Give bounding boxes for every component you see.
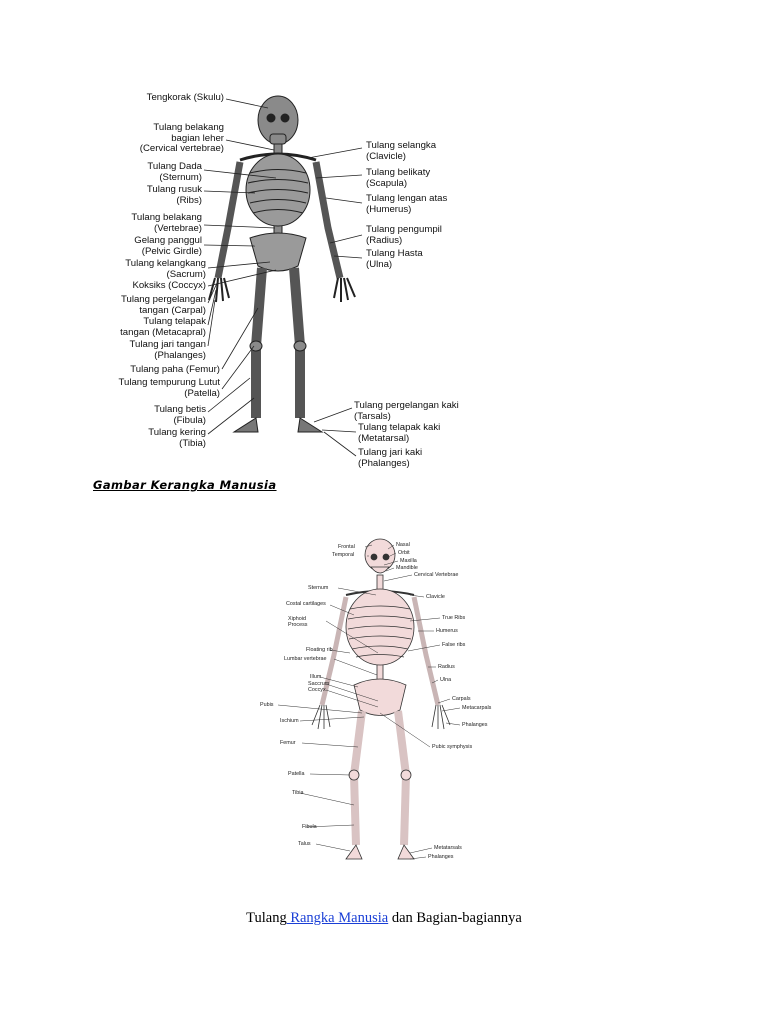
- label-metatarsal: Tulang telapak kaki (Metatarsal): [358, 422, 441, 444]
- label2-metacarpals: Metacarpals: [462, 705, 492, 711]
- label2-illum: Illum: [310, 674, 322, 680]
- label2-sternum: Sternum: [308, 585, 329, 591]
- label2-nasal: Nasal: [396, 542, 410, 548]
- label-patella: Tulang tempurung Lutut (Patella): [118, 377, 220, 399]
- label2-radius: Radius: [438, 664, 455, 670]
- label2-cervical-vertebrae: Cervical Vertebrae: [414, 572, 459, 578]
- label-radius: Tulang pengumpil (Radius): [366, 224, 442, 246]
- label-pelvic-girdle: Gelang panggul (Pelvic Girdle): [134, 235, 202, 257]
- rangka-manusia-link[interactable]: Rangka Manusia: [286, 910, 389, 926]
- label-metacarpal: Tulang telapak tangan (Metacapral): [120, 316, 206, 338]
- label-fibula: Tulang betis (Fibula): [154, 404, 206, 426]
- label2-true-ribs: True Ribs: [442, 615, 466, 621]
- label-humerus: Tulang lengan atas (Humerus): [366, 193, 448, 215]
- label-ribs: Tulang rusuk (Ribs): [146, 184, 202, 206]
- label2-ulna: Ulna: [440, 677, 452, 683]
- label2-phalanges-hand: Phalanges: [462, 722, 488, 728]
- skeleton-figure-1: [90, 78, 500, 478]
- label-tibia: Tulang kering (Tibia): [148, 427, 206, 449]
- label-ulna: Tulang Hasta (Ulna): [366, 248, 423, 270]
- label2-carpals: Carpals: [452, 696, 471, 702]
- label2-femur: Femur: [280, 740, 296, 746]
- label2-floating-rib: Floating rib: [306, 647, 333, 653]
- label2-costal-cartilages: Costal cartilages: [286, 601, 326, 607]
- label2-lumbar-vertebrae: Lumbar vertebrae: [284, 656, 327, 662]
- label-femur: Tulang paha (Femur): [130, 364, 220, 375]
- label2-clavicle: Clavicle: [426, 594, 445, 600]
- label2-xiphoid-process: Xiphoid Process: [288, 616, 308, 628]
- figure2-caption: [0, 910, 768, 927]
- label2-orbit: Orbit: [398, 550, 410, 556]
- label2-fibula: Fibula: [302, 824, 317, 830]
- label-tarsals: Tulang pergelangan kaki (Tarsals): [354, 400, 459, 422]
- label2-humerus: Humerus: [436, 628, 458, 634]
- label2-pubis: Pubis: [260, 702, 274, 708]
- skeleton-illustration-2: [250, 535, 510, 870]
- label2-saccrum: Saccrum: [308, 681, 330, 687]
- label-sternum: Tulang Dada (Sternum): [147, 161, 202, 183]
- label-cervical-vertebrae: Tulang belakang bagian leher (Cervical vertebrae): [139, 122, 224, 154]
- label2-pubic-symphysis: Pubic symphysis: [432, 744, 473, 750]
- label2-maxilla: Maxilla: [400, 558, 417, 564]
- label-coccyx: Koksiks (Coccyx): [132, 280, 206, 291]
- label-phalanges-foot: Tulang jari kaki (Phalanges): [358, 447, 423, 469]
- label2-phalanges-foot: Phalanges: [428, 854, 454, 860]
- label2-tibia: Tibia: [292, 790, 304, 796]
- label2-patella: Patella: [288, 771, 305, 777]
- label-phalanges-hand: Tulang jari tangan (Phalanges): [129, 339, 206, 361]
- label2-talus: Talus: [298, 841, 311, 847]
- label-skull: Tengkorak (Skulu): [146, 92, 224, 103]
- label2-temporal: Temporal: [332, 552, 355, 558]
- figure1-caption: Gambar Kerangka Manusia: [93, 478, 277, 492]
- label2-mandible: Mandible: [396, 565, 418, 571]
- skeleton-figure-2: [250, 535, 510, 870]
- label2-metatarsals: Metatarsals: [434, 845, 462, 851]
- caption2-prefix: Tulang: [246, 910, 287, 926]
- label-sacrum: Tulang kelangkang (Sacrum): [125, 258, 206, 280]
- label-scapula: Tulang belikaty (Scapula): [366, 167, 431, 189]
- label-carpal: Tulang pergelangan tangan (Carpal): [121, 294, 206, 316]
- label2-coccyx: Coccyx: [308, 687, 326, 693]
- label-clavicle: Tulang selangka (Clavicle): [366, 140, 437, 162]
- label2-frontal: Frontal: [338, 544, 355, 550]
- caption2-suffix: dan Bagian-bagiannya: [388, 910, 522, 926]
- label-vertebrae: Tulang belakang (Vertebrae): [131, 212, 202, 234]
- label2-ischium: Ischium: [280, 718, 299, 724]
- label2-false-ribs: False ribs: [442, 642, 466, 648]
